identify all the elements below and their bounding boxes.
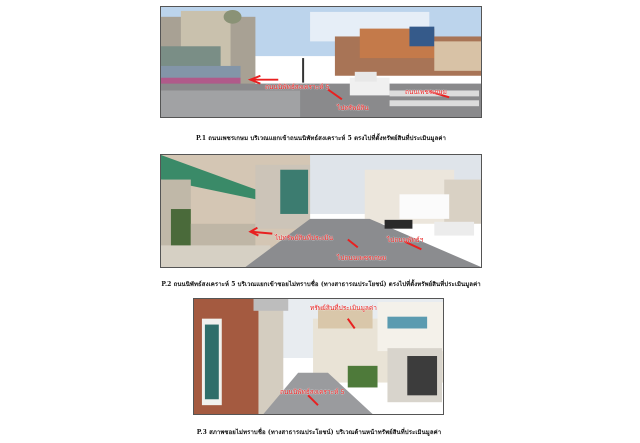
photo-3-caption: P.3 สภาพซอยไม่ทราบชื่อ (ทางสาธารณประโยชน์) บริเวณด้านหน้าทรัพย์สินที่ประเมินมูลค่า	[196, 429, 442, 436]
photo-2	[160, 154, 482, 268]
photo-1-image	[161, 7, 481, 117]
photo-2-label-2: ไปถนนเพชรเกษม	[337, 254, 387, 262]
photo-2-label-3: ไปถนนพัทธ์ฯ	[387, 236, 424, 244]
photo-2-image	[161, 155, 481, 267]
photo-3-label-1: ทรัพย์สินที่ประเมินมูลค่า	[310, 304, 377, 312]
photo-2-caption: P.2 ถนนนิพัทธ์สงเคราะห์ 5 บริเวณแยกเข้าซอยไม่ทราบชื่อ (ทางสาธารณประโยชน์) ตรงไปที่ตั้งทรัพย์สินที่ประเมินมูลค่า	[161, 281, 481, 288]
photo-1-label-3: ถนนเพชรเกษม	[405, 88, 447, 96]
photo-1-caption: P.1 ถนนเพชรเกษม บริเวณแยกเข้าถนนนิพัทธ์สงเคราะห์ 5 ตรงไปที่ตั้งทรัพย์สินที่ประเมินมูลค่า	[196, 135, 446, 142]
photo-2-label-1: ไปทรัพย์สินที่ประเมิน	[275, 234, 334, 242]
photo-1-label-2: ไปทรัพย์สิน	[337, 104, 369, 112]
photo-3	[193, 298, 444, 415]
photo-3-label-2: ถนนนิพัทธ์สงเคราะห์ 5	[280, 388, 345, 396]
photo-1	[160, 6, 482, 118]
photo-1-label-1: ถนนนิพัทธ์สงเคราะห์ 5	[265, 83, 330, 91]
